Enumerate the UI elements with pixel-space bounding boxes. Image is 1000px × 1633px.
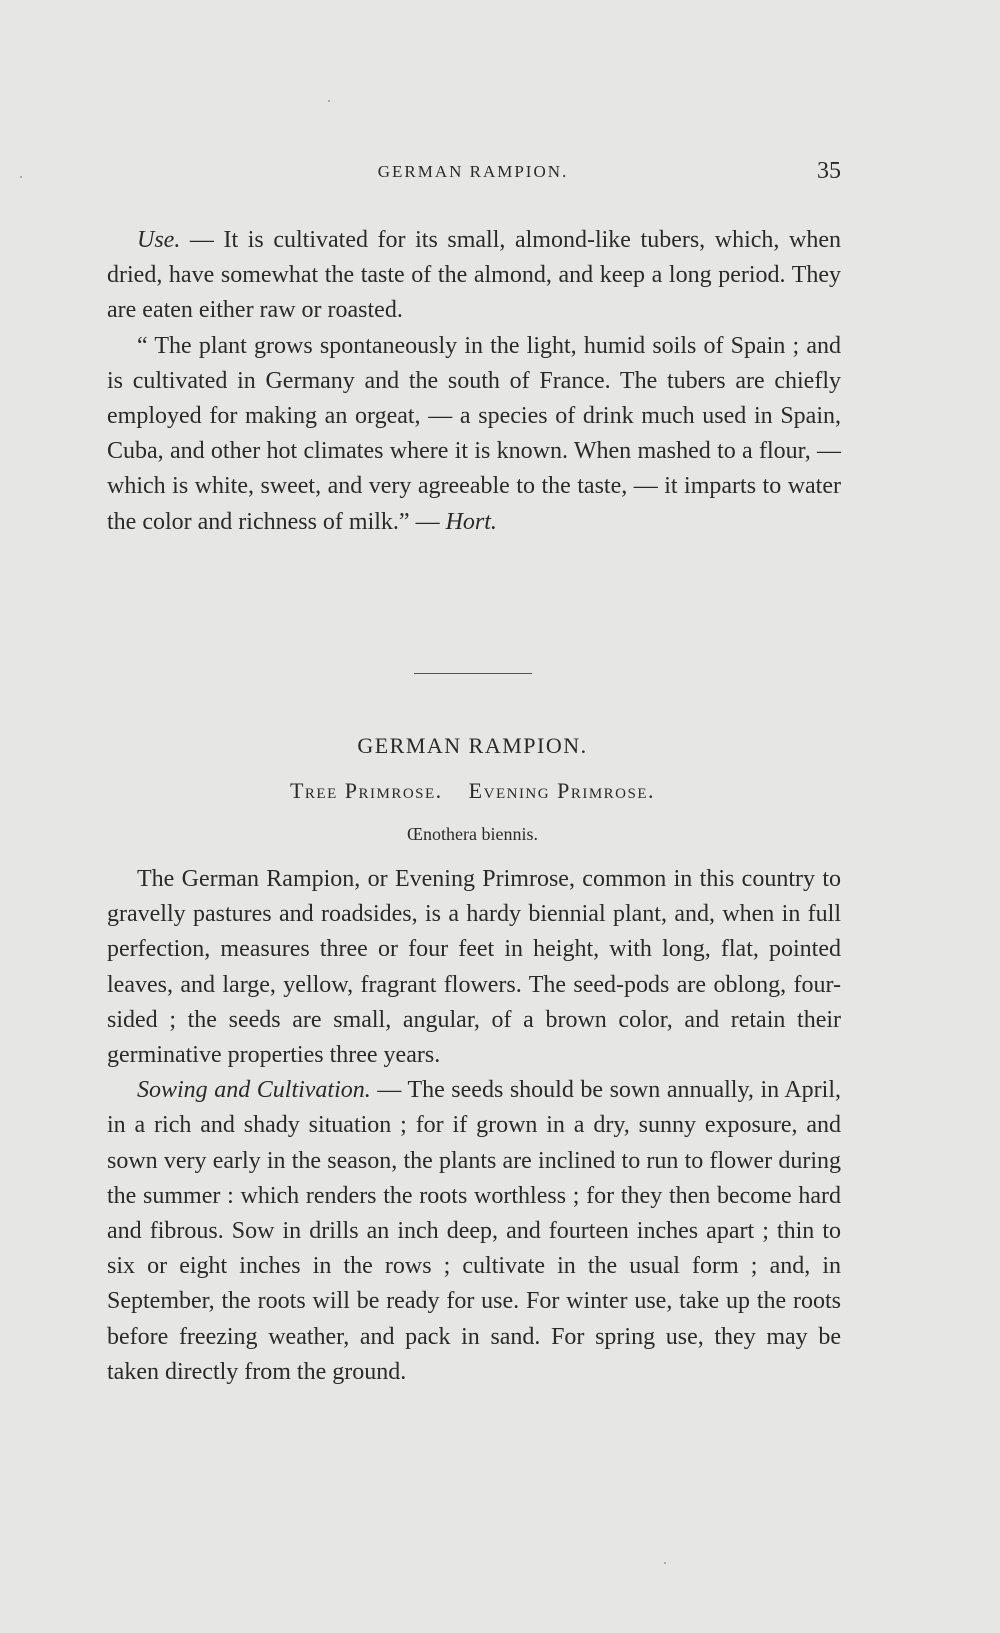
cultivation-text: — The seeds should be sown annually, in April, in a rich and shady situation ; for if grown in a dry, sunny exposure, and sown very early in the season, the plants are inclined to run to flower during the summer : which renders the roots worthless ; for they then become hard and fibrous. Sow in drills an inch deep, and fourteen inches apart ; thin to six or eight inches in the rows ; cultivate in the usual form ; and, in September, the roots will be ready for use. For winter use, take up the roots before freezing weather, and pack in sand. For spring use, they may be taken directly from the ground.	[107, 1077, 841, 1385]
cultivation-label: Sowing and Cultivation.	[137, 1077, 371, 1104]
running-title: GERMAN RAMPION.	[377, 162, 569, 181]
use-label: Use.	[137, 227, 181, 253]
latin-name: Œnothera biennis.	[407, 824, 538, 844]
section-body	[107, 862, 841, 1390]
description-paragraph: The German Rampion, or Evening Primrose, common in this country to gravelly pastures and roadsides, is a hardy biennial plant, and, when in full perfection, measures three or four feet in height, with long, flat, pointed leaves, and large, yellow, fragrant flowers. The seed-pods are oblong, four-sided ; the seeds are small, angular, of a brown color, and retain their germinative properties three years.	[107, 866, 841, 1069]
section-divider	[414, 673, 532, 674]
use-paragraph	[107, 223, 841, 329]
quote-paragraph	[107, 329, 841, 540]
cultivation-paragraph	[107, 1073, 841, 1390]
section-title: GERMAN RAMPION.	[357, 733, 588, 758]
quote-text: “ The plant grows spontaneously in the light, humid soils of Spain ; and is cultivated in Germany and the south of France. The tubers are chiefly employed for making an orgeat, — a species of drink much used in Spain, Cuba, and other hot climates where it is known. When mashed to a flour, — which is white, sweet, and very agreeable to the taste, — it imparts to water the color and richness of milk.” —	[107, 332, 841, 535]
subtitle-evening-primrose: Evening Primrose.	[468, 778, 656, 803]
use-text: — It is cultivated for its small, almond-like tubers, which, when dried, have somewhat the taste of the almond, and keep a long period. They are eaten either raw or roasted.	[107, 227, 841, 324]
page-number: 35	[817, 158, 841, 184]
section-subtitle	[0, 778, 945, 804]
quote-source: Hort.	[445, 508, 497, 535]
continued-text	[107, 223, 841, 540]
subtitle-tree-primrose: Tree Primrose.	[289, 778, 443, 803]
running-head	[105, 158, 841, 188]
